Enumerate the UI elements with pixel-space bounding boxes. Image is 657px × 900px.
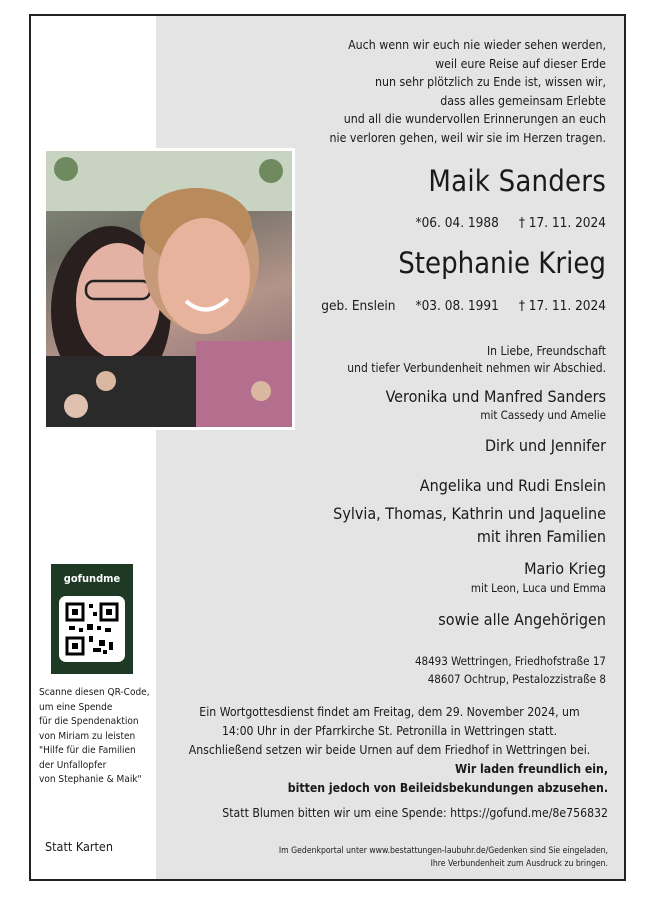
qr-instructions [39, 686, 151, 788]
mourner-4 [333, 504, 606, 546]
donation-link[interactable]: Statt Blumen bitten wir um eine Spende: https://gofund.me/8e756832 [222, 806, 608, 820]
mourner-sub: mit Cassedy und Amelie [480, 408, 606, 422]
birth-date: *03. 08. 1991 [415, 298, 499, 314]
gofundme-logo: gofundme [63, 572, 121, 585]
farewell-line: In Liebe, Freundschaft [487, 344, 606, 358]
invitation-line: Wir laden freundlich ein, [454, 762, 608, 776]
death-date: † 17. 11. 2024 [518, 215, 606, 231]
poem-line: weil eure Reise auf dieser Erde [435, 56, 606, 71]
mourner-5 [471, 559, 606, 595]
qr-text-line: von Stephanie & Maik" [39, 774, 142, 785]
nee-label: geb. Enslein [321, 298, 396, 314]
poem-line: nun sehr plötzlich zu Ende ist, wissen wir, [374, 75, 606, 89]
photo-image [46, 151, 292, 427]
dates-maik [396, 215, 606, 231]
mourner-name: Sylvia, Thomas, Kathrin und Jaqueline [333, 504, 606, 523]
qr-text-line: "Hilfe für die Familien [39, 745, 136, 756]
poem-line: dass alles gemeinsam Erlebte [440, 93, 606, 108]
mourner-sub: mit ihren Familien [476, 527, 606, 546]
name-maik: Maik Sanders [428, 164, 606, 198]
qr-text-line: der Unfallopfer [39, 759, 107, 771]
name-stephanie: Stephanie Krieg [398, 246, 606, 280]
farewell-line: und tiefer Verbundenheit nehmen wir Abschied. [347, 361, 606, 375]
obituary-frame [29, 14, 626, 881]
service-info [171, 703, 608, 823]
qr-code[interactable] [59, 596, 125, 662]
mourner-sub: mit Leon, Luca und Emma [470, 581, 606, 595]
poem-line: und all die wundervollen Erinnerungen an euch [343, 112, 606, 126]
condolence-line: bitten jedoch von Beileidsbekundungen abzusehen. [287, 781, 608, 795]
gofundme-badge[interactable] [51, 564, 133, 674]
poem [186, 36, 606, 147]
portal-line: Im Gedenkportal unter www.bestattungen-laubuhr.de/Gedenken sind Sie eingeladen, [278, 846, 608, 856]
death-date: † 17. 11. 2024 [518, 298, 606, 314]
addresses [415, 652, 606, 688]
mourner-name: Veronika und Manfred Sanders [385, 387, 606, 406]
qr-text-line: um eine Spende [39, 701, 113, 713]
qr-code-icon [59, 596, 125, 662]
portal-line: Ihre Verbundenheit zum Ausdruck zu bringen. [430, 859, 608, 869]
couple-photo [43, 148, 295, 430]
farewell-text [266, 343, 606, 377]
memorial-portal-note [188, 845, 608, 871]
mourner-name: Mario Krieg [524, 559, 606, 578]
poem-line: nie verloren gehen, weil wir sie im Herzen tragen. [329, 130, 606, 145]
address-line: 48607 Ochtrup, Pestalozzistraße 8 [427, 672, 606, 686]
service-line: Ein Wortgottesdienst findet am Freitag, dem 29. November 2024, um [199, 705, 580, 719]
qr-text-line: von Miriam zu leisten [39, 730, 136, 742]
poem-line: Auch wenn wir euch nie wieder sehen werden, [348, 38, 606, 52]
dates-stephanie [301, 298, 606, 314]
service-line: Anschließend setzen wir beide Urnen auf dem Friedhof in Wettringen bei. [188, 743, 591, 757]
mourner-6: sowie alle Angehörigen [438, 610, 606, 629]
mourner-2: Dirk und Jennifer [484, 436, 606, 455]
portrait-illustration [46, 151, 292, 427]
service-line: 14:00 Uhr in der Pfarrkirche St. Petronilla in Wettringen statt. [221, 724, 558, 738]
qr-text-line: Scanne diesen QR-Code, [39, 687, 150, 698]
mourner-3: Angelika und Rudi Enslein [419, 476, 606, 495]
birth-date: *06. 04. 1988 [415, 215, 499, 231]
statt-karten: Statt Karten [45, 839, 113, 854]
qr-text-line: für die Spendenaktion [39, 716, 139, 727]
mourner-1 [386, 387, 606, 422]
address-line: 48493 Wettringen, Friedhofstraße 17 [414, 654, 606, 668]
